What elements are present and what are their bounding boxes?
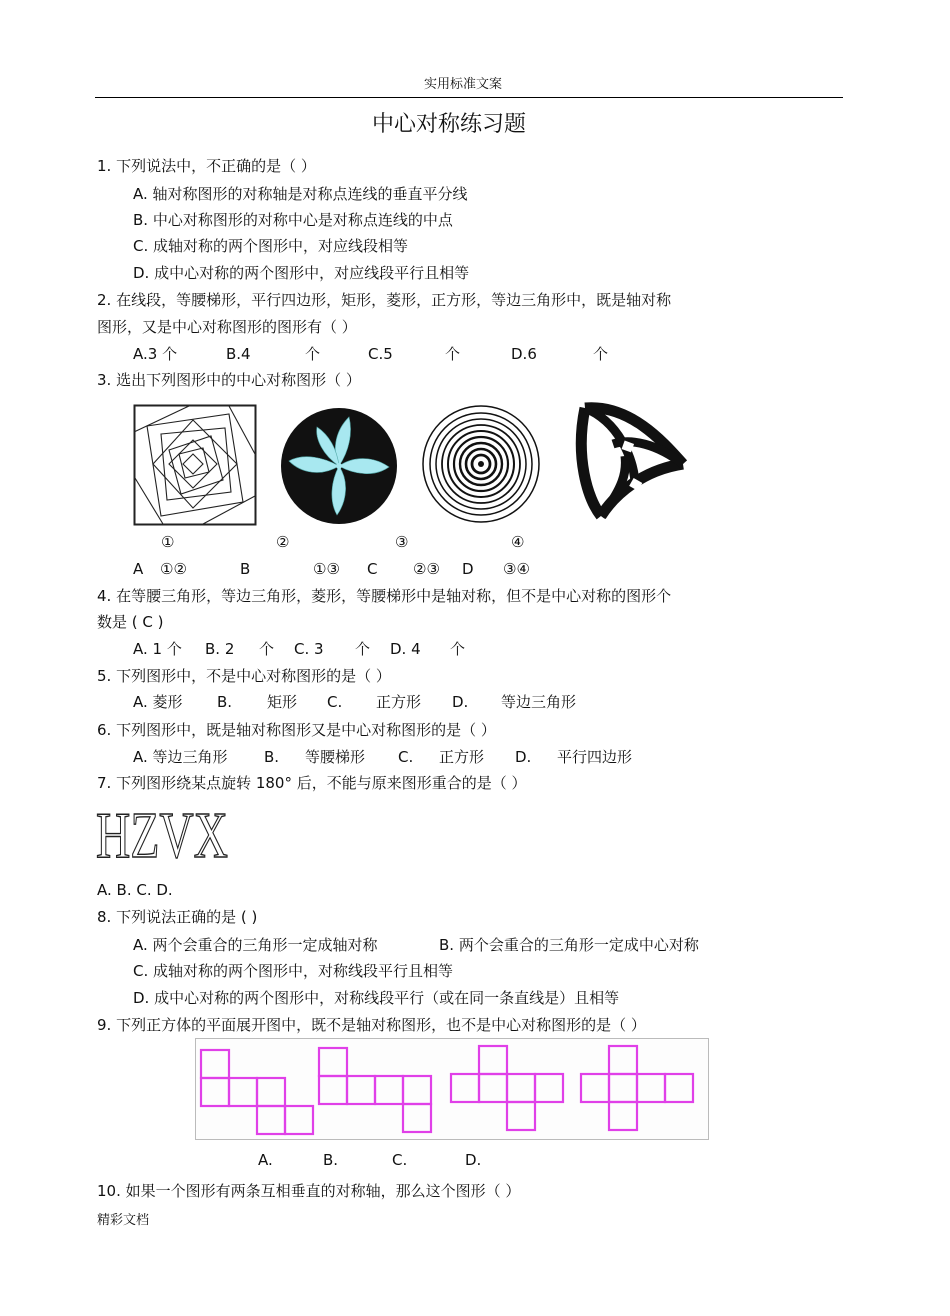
q6-option-b-text: 等腰梯形: [305, 748, 366, 766]
q3-figure-3-concentric-circles: [421, 404, 541, 524]
q2-option-b-unit: 个: [305, 345, 321, 363]
q5-stem: 5. 下列图形中，不是中心对称图形的是（ ）: [97, 667, 391, 685]
q4-option-d: D. 4: [390, 640, 421, 658]
q3-answer-c-value: ②③: [413, 560, 440, 578]
q5-option-b: B.: [217, 693, 233, 711]
q6-option-b: B.: [264, 748, 280, 766]
q2-stem-line1: 2. 在线段，等腰梯形，平行四边形，矩形，菱形，正方形，等边三角形中，既是轴对称: [97, 291, 672, 309]
q10-stem: 10. 如果一个图形有两条互相垂直的对称轴，那么这个图形（ ）: [97, 1182, 521, 1200]
q6-stem: 6. 下列图形中，既是轴对称图形又是中心对称图形的是（ ）: [97, 721, 496, 739]
q4-option-b-unit: 个: [259, 640, 275, 658]
q4-option-a: A. 1 个: [133, 640, 182, 658]
q5-option-c: C.: [327, 693, 343, 711]
q5-option-a: A. 菱形: [133, 693, 183, 711]
q4-option-b: B. 2: [205, 640, 235, 658]
q4-option-c-unit: 个: [355, 640, 371, 658]
q6-option-a: A. 等边三角形: [133, 748, 228, 766]
q2-option-c-unit: 个: [445, 345, 461, 363]
q7-stem: 7. 下列图形绕某点旋转 180° 后，不能与原来图形重合的是（ ）: [97, 774, 527, 792]
q5-option-b-text: 矩形: [267, 693, 298, 711]
q5-option-c-text: 正方形: [376, 693, 422, 711]
q2-option-b: B.4: [226, 345, 251, 363]
q3-figure-1-nested-squares: [133, 404, 257, 526]
q2-option-c: C.5: [368, 345, 393, 363]
q6-option-d: D.: [515, 748, 532, 766]
q3-answer-c: C: [367, 560, 378, 578]
q7-letters-hzvx: HZVX: [96, 799, 228, 872]
q1-option-d: D. 成中心对称的两个图形中，对应线段平行且相等: [133, 264, 470, 282]
q8-stem: 8. 下列说法正确的是 ( ): [97, 908, 258, 926]
q9-label-a: A.: [258, 1151, 273, 1169]
q9-label-d: D.: [465, 1151, 482, 1169]
q3-answer-d-value: ③④: [503, 560, 530, 578]
q3-answer-b-value: ①③: [313, 560, 340, 578]
q1-stem: 1. 下列说法中，不正确的是（ ）: [97, 157, 316, 175]
q4-stem-line1: 4. 在等腰三角形，等边三角形，菱形，等腰梯形中是轴对称，但不是中心对称的图形个: [97, 587, 672, 605]
q3-stem: 3. 选出下列图形中的中心对称图形（ ）: [97, 371, 361, 389]
q6-option-c: C.: [398, 748, 414, 766]
header-rule: [95, 97, 843, 98]
q3-answer-d: D: [462, 560, 474, 578]
q3-figure-label-1: ①: [161, 533, 175, 551]
q1-option-b: B. 中心对称图形的对称中心是对称点连线的中点: [133, 211, 453, 229]
q3-figure-label-4: ④: [511, 533, 525, 551]
q6-option-c-text: 正方形: [439, 748, 485, 766]
q7-answers: A. B. C. D.: [97, 881, 173, 899]
q5-option-d-text: 等边三角形: [501, 693, 577, 711]
q5-option-d: D.: [452, 693, 469, 711]
q3-answer-b: B: [240, 560, 251, 578]
q8-option-c: C. 成轴对称的两个图形中，对称线段平行且相等: [133, 962, 454, 980]
q4-stem-line2: 数是 ( C ): [97, 613, 164, 631]
q2-option-d-unit: 个: [593, 345, 609, 363]
q8-option-a: A. 两个会重合的三角形一定成轴对称: [133, 936, 378, 954]
page-footer: 精彩文档: [97, 1213, 150, 1228]
q3-figure-4-triquetra: [573, 398, 697, 526]
q2-stem-line2: 图形，又是中心对称图形的图形有（ ）: [97, 318, 357, 336]
q3-figure-2-leaf-disc: [279, 407, 399, 525]
q8-option-d: D. 成中心对称的两个图形中，对称线段平行（或在同一条直线是）且相等: [133, 989, 620, 1007]
page-header: 实用标准文案: [424, 77, 503, 92]
q3-figure-label-2: ②: [276, 533, 290, 551]
q2-option-a: A.3 个: [133, 345, 178, 363]
q1-option-a: A. 轴对称图形的对称轴是对称点连线的垂直平分线: [133, 185, 468, 203]
q9-cube-nets-figure: [195, 1038, 709, 1140]
q3-answer-a-value: ①②: [160, 560, 187, 578]
q8-option-b: B. 两个会重合的三角形一定成中心对称: [439, 936, 699, 954]
q3-answer-a: A: [133, 560, 144, 578]
q6-option-d-text: 平行四边形: [557, 748, 633, 766]
q4-option-c: C. 3: [294, 640, 324, 658]
q9-label-c: C.: [392, 1151, 408, 1169]
q3-figure-label-3: ③: [395, 533, 409, 551]
page-title: 中心对称练习题: [372, 112, 527, 137]
q4-option-d-unit: 个: [450, 640, 466, 658]
q9-stem: 9. 下列正方体的平面展开图中，既不是轴对称图形，也不是中心对称图形的是（ ）: [97, 1016, 646, 1034]
q1-option-c: C. 成轴对称的两个图形中，对应线段相等: [133, 237, 409, 255]
q2-option-d: D.6: [511, 345, 537, 363]
q9-label-b: B.: [323, 1151, 339, 1169]
